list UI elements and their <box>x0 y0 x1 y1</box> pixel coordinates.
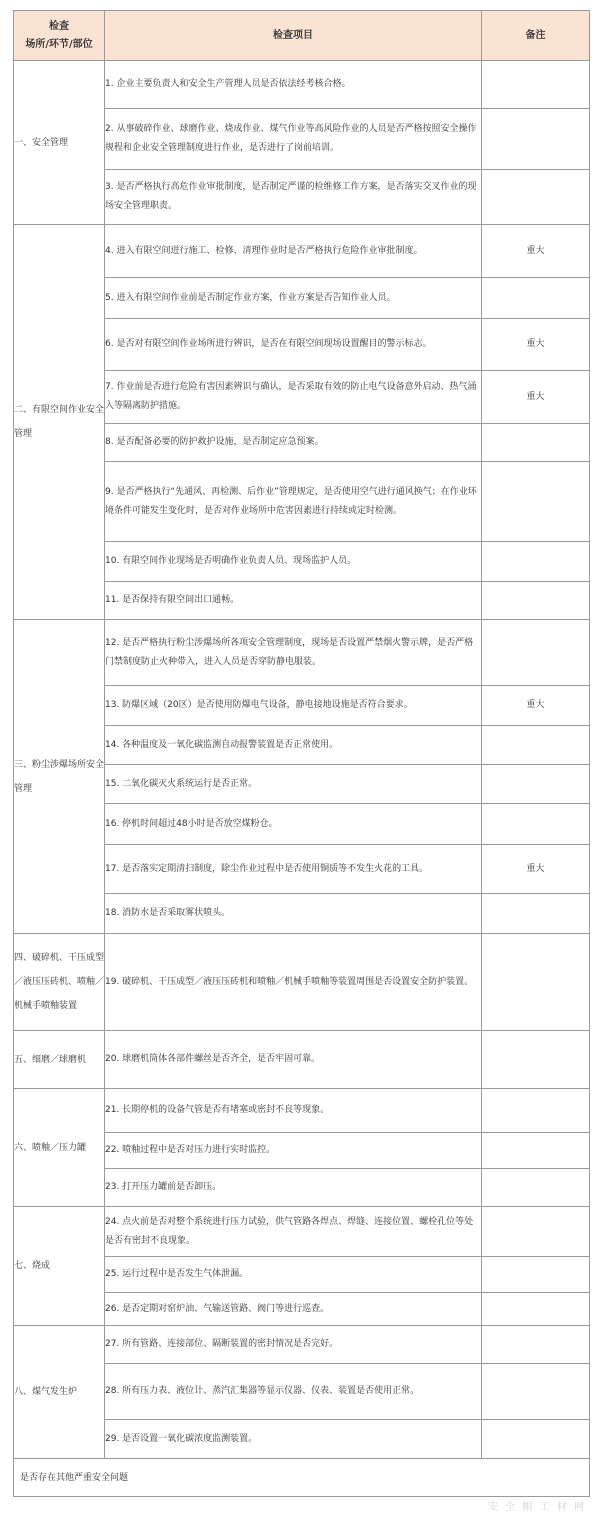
note-cell <box>482 765 590 804</box>
item-cell: 13. 防爆区域（20区）是否使用防爆电气设备，静电接地设施是否符合要求。 <box>105 686 482 726</box>
note-cell <box>482 804 590 845</box>
item-cell: 5. 进入有限空间作业前是否制定作业方案，作业方案是否告知作业人员。 <box>105 278 482 319</box>
item-cell: 14. 各种温度及一氧化碳监测自动报警装置是否正常使用。 <box>105 726 482 765</box>
item-cell: 1. 企业主要负责人和安全生产管理人员是否依法经考核合格。 <box>105 61 482 109</box>
table-row <box>14 934 590 1031</box>
item-cell: 6. 是否对有限空间作业场所进行辨识，是否在有限空间现场设置醒目的警示标志。 <box>105 319 482 371</box>
note-cell <box>482 462 590 542</box>
footer-cell: 是否存在其他严重安全问题 <box>14 1459 590 1497</box>
note-cell <box>482 1364 590 1420</box>
note-cell <box>482 894 590 934</box>
area-cell: 六、喷釉／压力罐 <box>14 1089 105 1207</box>
header-item: 检查项目 <box>105 11 482 61</box>
note-cell <box>482 1133 590 1169</box>
note-cell <box>482 109 590 170</box>
item-cell: 19. 破碎机、干压成型／液压压砖机和喷釉／机械手喷釉等装置周围是否设置安全防护装置。 <box>105 934 482 1031</box>
note-cell <box>482 424 590 462</box>
item-cell: 26. 是否定期对窑炉油、气输送管路、阀门等进行巡查。 <box>105 1293 482 1326</box>
area-cell: 一、安全管理 <box>14 61 105 225</box>
note-cell <box>482 1420 590 1459</box>
note-cell <box>482 542 590 582</box>
area-cell: 八、煤气发生炉 <box>14 1326 105 1459</box>
note-cell <box>482 170 590 225</box>
note-cell <box>482 582 590 620</box>
header-area: 检查 场所/环节/部位 <box>14 11 105 61</box>
item-cell: 20. 球磨机筒体各部件螺丝是否齐全，是否牢固可靠。 <box>105 1031 482 1089</box>
note-cell: 重大 <box>482 319 590 371</box>
item-cell: 9. 是否严格执行“先通风、再检测、后作业”管理规定，是否使用空气进行通风换气；在作业环境条件可能发生变化时，是否对作业场所中危害因素进行持续或定时检测。 <box>105 462 482 542</box>
note-cell <box>482 620 590 686</box>
note-cell <box>482 1207 590 1257</box>
item-cell: 3. 是否严格执行高危作业审批制度，是否制定严谨的检维修工作方案，是否落实交叉作业的现场安全管理职责。 <box>105 170 482 225</box>
item-cell: 16. 停机时间超过48小时是否放空煤粉仓。 <box>105 804 482 845</box>
watermark: 安 全 帽 工 材 网 <box>488 1502 586 1513</box>
table-row <box>14 1326 590 1364</box>
item-cell: 11. 是否保持有限空间出口通畅。 <box>105 582 482 620</box>
table-row <box>14 1089 590 1133</box>
table-footer-row <box>14 1459 590 1497</box>
area-cell: 二、有限空间作业安全管理 <box>14 225 105 620</box>
inspection-checklist-table <box>13 10 590 1497</box>
item-cell: 12. 是否严格执行粉尘涉爆场所各项安全管理制度，现场是否设置严禁烟火警示牌，是否严格门禁制度防止火种带入，进入人员是否穿防静电服装。 <box>105 620 482 686</box>
table-row <box>14 225 590 278</box>
item-cell: 18. 消防水是否采取雾状喷头。 <box>105 894 482 934</box>
table-row <box>14 61 590 109</box>
note-cell <box>482 1326 590 1364</box>
note-cell <box>482 1169 590 1207</box>
header-note: 备注 <box>482 11 590 61</box>
item-cell: 10. 有限空间作业现场是否明确作业负责人员、现场监护人员。 <box>105 542 482 582</box>
note-cell: 重大 <box>482 845 590 894</box>
note-cell: 重大 <box>482 225 590 278</box>
area-cell: 五、细磨／球磨机 <box>14 1031 105 1089</box>
note-cell <box>482 278 590 319</box>
table-row <box>14 1207 590 1257</box>
area-cell: 三、粉尘涉爆场所安全管理 <box>14 620 105 934</box>
note-cell <box>482 1089 590 1133</box>
item-cell: 4. 进入有限空间进行施工、检修、清理作业时是否严格执行危险作业审批制度。 <box>105 225 482 278</box>
item-cell: 22. 喷釉过程中是否对压力进行实时监控。 <box>105 1133 482 1169</box>
table-row <box>14 620 590 686</box>
item-cell: 29. 是否设置一氧化碳浓度监测装置。 <box>105 1420 482 1459</box>
area-cell: 四、破碎机、干压成型／液压压砖机、喷釉／机械手喷釉装置 <box>14 934 105 1031</box>
note-cell <box>482 1031 590 1089</box>
item-cell: 28. 所有压力表、液位计、蒸汽汇集器等显示仪器、仪表、装置是否使用正常。 <box>105 1364 482 1420</box>
item-cell: 21. 长期停机的设备气管是否有堵塞或密封不良等现象。 <box>105 1089 482 1133</box>
note-cell: 重大 <box>482 686 590 726</box>
note-cell <box>482 61 590 109</box>
item-cell: 15. 二氧化碳灭火系统运行是否正常。 <box>105 765 482 804</box>
note-cell <box>482 1257 590 1293</box>
item-cell: 7. 作业前是否进行危险有害因素辨识与确认，是否采取有效的防止电气设备意外启动、热气涌入等隔离防护措施。 <box>105 371 482 424</box>
item-cell: 24. 点火前是否对整个系统进行压力试验，供气管路各焊点、焊缝、连接位置、螺栓孔位等处是否有密封不良现象。 <box>105 1207 482 1257</box>
item-cell: 17. 是否落实定期清扫制度，除尘作业过程中是否使用铜质等不发生火花的工具。 <box>105 845 482 894</box>
item-cell: 27. 所有管路、连接部位、隔断装置的密封情况是否完好。 <box>105 1326 482 1364</box>
item-cell: 25. 运行过程中是否发生气体泄漏。 <box>105 1257 482 1293</box>
note-cell: 重大 <box>482 371 590 424</box>
item-cell: 8. 是否配备必要的防护救护设施，是否制定应急预案。 <box>105 424 482 462</box>
area-cell: 七、烧成 <box>14 1207 105 1326</box>
note-cell <box>482 1293 590 1326</box>
note-cell <box>482 934 590 1031</box>
item-cell: 2. 从事破碎作业、球磨作业、烧成作业、煤气作业等高风险作业的人员是否严格按照安全操作规程和企业安全管理制度进行作业，是否进行了岗前培训。 <box>105 109 482 170</box>
table-row <box>14 1031 590 1089</box>
item-cell: 23. 打开压力罐前是否卸压。 <box>105 1169 482 1207</box>
note-cell <box>482 726 590 765</box>
